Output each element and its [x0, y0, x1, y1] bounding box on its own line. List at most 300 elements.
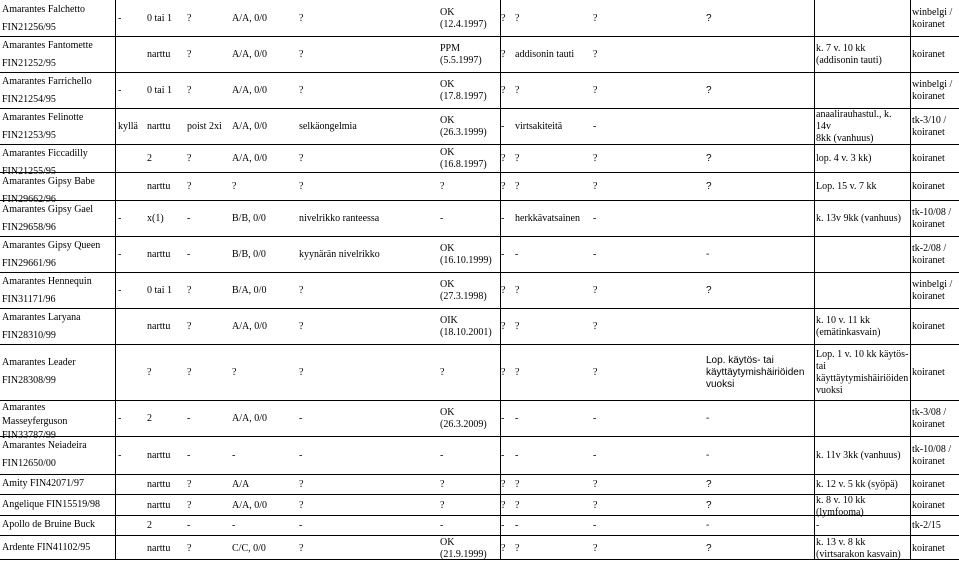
- cell-line: C/C, 0/0: [232, 542, 266, 554]
- cell-line: narttu: [147, 321, 171, 332]
- cell-c3: [187, 121, 222, 133]
- cell-line: ?: [187, 181, 192, 192]
- cell-line: k. 12 v. 5 kk (syöpä): [816, 479, 898, 490]
- cell-line: -: [501, 450, 505, 461]
- cell-c5: [299, 321, 303, 333]
- cell-line: narttu: [147, 542, 171, 554]
- cell-line: -: [501, 249, 505, 260]
- dog-name-line: Ardente FIN41102/95: [2, 541, 91, 553]
- cell-c9: [593, 213, 596, 225]
- cell-line: winbelgi /: [912, 279, 953, 290]
- cell-c4: [232, 213, 266, 225]
- dog-name-line: Masseyferguson: [2, 416, 68, 427]
- cell-c6: [440, 500, 444, 512]
- dog-name-line: Amarantes: [2, 402, 46, 413]
- cell-c2: [147, 520, 152, 532]
- dog-name-line: Amarantes Hennequin: [2, 276, 92, 287]
- cell-c11: [816, 315, 880, 339]
- cell-c1: [118, 85, 121, 97]
- cell-line: herkkävatsainen: [515, 213, 580, 224]
- cell-c7: [501, 479, 505, 491]
- cell-c7: [501, 450, 504, 462]
- cell-line: -: [706, 520, 710, 531]
- cell-line: koiranet: [912, 291, 945, 302]
- cell-line: ?: [501, 85, 506, 96]
- cell-c10: [706, 249, 709, 261]
- cell-c6: [440, 213, 443, 225]
- cell-c3: [187, 13, 191, 25]
- dog-name-line: FIN21255/95: [2, 166, 56, 177]
- cell-line: koiranet: [912, 91, 945, 102]
- cell-c12: [912, 181, 945, 193]
- cell-line: ?: [501, 499, 506, 511]
- cell-c7: [501, 520, 504, 532]
- column-divider: [115, 0, 116, 560]
- cell-line: (26.3.2009): [440, 419, 487, 430]
- cell-line: OK: [440, 79, 455, 90]
- cell-line: ?: [515, 479, 520, 490]
- cell-line: 8kk (vanhuus): [816, 133, 874, 144]
- cell-c7: [501, 181, 505, 193]
- cell-line: koiranet: [912, 321, 945, 332]
- cell-line: tk-10/08 /: [912, 444, 952, 455]
- cell-c8: [515, 285, 519, 297]
- cell-c9: [593, 153, 597, 165]
- cell-line: -: [118, 413, 122, 424]
- cell-c5: [299, 121, 357, 133]
- cell-line: -: [232, 520, 236, 531]
- cell-line: -: [232, 450, 236, 461]
- dog-name-line: Amarantes Ficcadilly: [2, 148, 88, 159]
- dog-name-line: Angelique FIN15519/98: [2, 498, 101, 510]
- cell-c2: [147, 500, 170, 512]
- cell-line: k. 13 v. 8 kk: [816, 536, 866, 548]
- cell-line: Lop. 1 v. 10 kk käytös-: [816, 349, 909, 360]
- cell-c9: [593, 367, 597, 379]
- cell-c11: [816, 43, 882, 67]
- cell-c6: [440, 479, 444, 491]
- cell-line: ?: [515, 321, 520, 332]
- row-divider: [0, 344, 959, 345]
- cell-line: A/A: [232, 479, 250, 490]
- cell-c11: [816, 153, 871, 165]
- cell-c3: [187, 479, 191, 491]
- cell-c2: [147, 543, 170, 555]
- cell-c10: [706, 13, 712, 25]
- cell-line: koiranet: [912, 255, 945, 266]
- cell-c3: [187, 321, 191, 333]
- cell-line: vuoksi: [706, 379, 735, 390]
- cell-c4: [232, 543, 266, 555]
- dog-name-line: Amarantes Gipsy Queen: [2, 240, 101, 251]
- cell-line: ?: [515, 542, 520, 554]
- cell-c3: [187, 367, 191, 379]
- row-divider: [0, 308, 959, 309]
- cell-line: tk-3/08 /: [912, 407, 947, 418]
- cell-c8: [515, 213, 580, 225]
- cell-c4: [232, 500, 267, 512]
- cell-line: ?: [706, 542, 712, 554]
- cell-c2: [147, 367, 151, 379]
- dog-name-line: Amarantes Farrichello: [2, 76, 92, 87]
- cell-line: ?: [299, 181, 304, 192]
- cell-line: ?: [147, 367, 152, 378]
- cell-line: -: [501, 213, 505, 224]
- cell-line: ?: [299, 367, 304, 378]
- cell-line: ?: [440, 181, 445, 192]
- cell-c12: [912, 407, 946, 431]
- cell-line: ?: [440, 479, 445, 490]
- cell-line: vuoksi: [816, 385, 843, 396]
- cell-line: kyllä: [118, 121, 138, 132]
- cell-line: OK: [440, 279, 455, 290]
- cell-c11: [816, 181, 876, 193]
- cell-line: nivelrikko ranteessa: [299, 213, 380, 224]
- cell-line: -: [593, 121, 597, 132]
- cell-line: 2: [147, 153, 152, 164]
- cell-line: 0 tai 1: [147, 13, 172, 24]
- cell-line: ?: [187, 321, 192, 332]
- cell-line: ?: [440, 367, 445, 378]
- cell-line: OK: [440, 7, 455, 18]
- cell-c6: [440, 79, 487, 103]
- dog-name-line: Amarantes Leader: [2, 357, 76, 368]
- cell-line: ?: [299, 499, 304, 511]
- cell-line: B/B, 0/0: [232, 213, 266, 224]
- row-divider: [0, 436, 959, 437]
- cell-line: ?: [187, 542, 192, 554]
- dog-name-line: Amarantes Falchetto: [2, 4, 86, 15]
- cell-c5: [299, 181, 303, 193]
- cell-c3: [187, 500, 191, 512]
- cell-line: ?: [593, 85, 598, 96]
- row-divider: [0, 172, 959, 173]
- cell-line: ?: [299, 479, 304, 490]
- cell-c1: [118, 285, 121, 297]
- cell-line: A/A, 0/0: [232, 321, 267, 332]
- cell-c6: [440, 367, 444, 379]
- cell-c12: [912, 520, 941, 532]
- dog-name-line: FIN28310/99: [2, 330, 56, 341]
- cell-c12: [912, 49, 945, 61]
- cell-line: ?: [299, 85, 304, 96]
- cell-line: -: [706, 450, 710, 461]
- cell-line: kyynärän nivelrikko: [299, 249, 380, 260]
- cell-c12: [912, 7, 952, 31]
- cell-c1: [118, 213, 121, 225]
- cell-line: poist 2xi: [187, 121, 222, 132]
- cell-line: B/A, 0/0: [232, 285, 267, 296]
- cell-line: ?: [593, 13, 598, 24]
- cell-c7: [501, 413, 504, 425]
- cell-c10: [706, 500, 712, 512]
- cell-line: -: [501, 520, 505, 531]
- cell-line: ?: [187, 85, 192, 96]
- cell-c5: [299, 500, 303, 512]
- cell-c8: [515, 249, 518, 261]
- cell-line: A/A, 0/0: [232, 153, 267, 164]
- cell-line: ?: [299, 542, 304, 554]
- cell-c6: [440, 147, 487, 171]
- cell-line: A/A, 0/0: [232, 49, 267, 60]
- cell-line: (5.5.1997): [440, 55, 482, 66]
- dog-name-line: FIN12650/00: [2, 458, 56, 469]
- cell-line: ?: [187, 499, 192, 511]
- cell-line: -: [118, 13, 122, 24]
- cell-c6: [440, 43, 482, 67]
- cell-line: ?: [593, 321, 598, 332]
- row-divider: [0, 236, 959, 237]
- cell-line: ?: [187, 367, 192, 378]
- cell-c8: [515, 85, 519, 97]
- cell-line: Lop. 15 v. 7 kk: [816, 181, 877, 192]
- dog-name-cell: [2, 237, 100, 273]
- row-divider: [0, 72, 959, 73]
- cell-line: ?: [515, 85, 520, 96]
- cell-c6: [440, 243, 492, 267]
- cell-line: -: [118, 85, 122, 96]
- cell-c12: [912, 479, 945, 491]
- cell-c12: [912, 207, 951, 231]
- cell-line: -: [816, 520, 820, 531]
- cell-line: ?: [501, 479, 506, 490]
- cell-c5: [299, 367, 303, 379]
- cell-c2: [147, 49, 170, 61]
- cell-c10: [706, 153, 712, 165]
- cell-line: ?: [501, 49, 506, 60]
- cell-line: ?: [187, 13, 192, 24]
- cell-c5: [299, 249, 380, 261]
- cell-line: narttu: [147, 499, 171, 511]
- cell-c7: [501, 285, 505, 297]
- cell-line: ?: [593, 181, 598, 192]
- cell-c2: [147, 321, 170, 333]
- dog-name-line: Amarantes Laryana: [2, 312, 81, 323]
- cell-line: -: [501, 121, 505, 132]
- cell-line: -: [593, 520, 597, 531]
- cell-c2: [147, 213, 164, 225]
- cell-line: ?: [515, 13, 520, 24]
- cell-line: koiranet: [912, 153, 945, 164]
- cell-line: (16.10.1999): [440, 255, 492, 266]
- cell-line: ?: [706, 153, 712, 164]
- cell-c5: [299, 520, 302, 532]
- dog-name-line: FIN29658/96: [2, 222, 56, 233]
- cell-line: -: [706, 249, 710, 260]
- cell-c9: [593, 285, 597, 297]
- cell-line: ?: [706, 285, 712, 296]
- cell-line: narttu: [147, 450, 171, 461]
- cell-c4: [232, 479, 249, 491]
- dog-name-line: Amarantes Fantomette: [2, 40, 93, 51]
- cell-c11: [816, 537, 901, 561]
- cell-c9: [593, 49, 597, 61]
- cell-line: -: [501, 413, 505, 424]
- cell-c1: [118, 249, 121, 261]
- cell-c10: [706, 479, 712, 491]
- cell-line: addisonin tauti: [515, 49, 575, 60]
- cell-line: koiranet: [912, 499, 945, 511]
- cell-line: koiranet: [912, 49, 945, 60]
- cell-c1: [118, 13, 121, 25]
- cell-c4: [232, 153, 267, 165]
- cell-line: -: [187, 520, 191, 531]
- cell-c8: [515, 543, 519, 555]
- cell-c2: [147, 285, 172, 297]
- cell-line: k. 13v 9kk (vanhuus): [816, 213, 901, 224]
- cell-line: ?: [593, 153, 598, 164]
- cell-line: -: [118, 450, 122, 461]
- cell-c2: [147, 153, 152, 165]
- cell-c9: [593, 121, 596, 133]
- dog-name-cell: [2, 201, 93, 237]
- cell-line: (virtsarakon kasvain): [816, 548, 901, 560]
- cell-line: ?: [187, 285, 192, 296]
- cell-line: koiranet: [912, 542, 945, 554]
- cell-c2: [147, 413, 152, 425]
- cell-line: x(1): [147, 213, 164, 224]
- dog-name-cell: [2, 539, 90, 557]
- dog-name-line: Amarantes Neiadeira: [2, 440, 87, 451]
- cell-c5: [299, 479, 303, 491]
- cell-c10: [706, 543, 712, 555]
- cell-c12: [912, 153, 945, 165]
- dog-name-cell: [2, 354, 76, 390]
- cell-line: ?: [593, 479, 598, 490]
- cell-c8: [515, 479, 519, 491]
- dog-name-line: Amity FIN42071/97: [2, 478, 84, 489]
- cell-line: A/A, 0/0: [232, 13, 267, 24]
- cell-line: 0 tai 1: [147, 285, 172, 296]
- cell-c3: [187, 285, 191, 297]
- cell-c12: [912, 115, 946, 139]
- cell-line: OK: [440, 243, 455, 254]
- cell-line: ?: [232, 367, 237, 378]
- dog-name-line: Amarantes Felinotte: [2, 112, 84, 123]
- cell-line: ?: [299, 13, 304, 24]
- cell-c2: [147, 249, 170, 261]
- dog-name-line: FIN21256/95: [2, 22, 56, 33]
- cell-line: OK: [440, 115, 455, 126]
- dog-name-line: FIN21253/95: [2, 130, 56, 141]
- dog-name-line: FIN21252/95: [2, 58, 56, 69]
- cell-c11: [816, 520, 819, 532]
- cell-line: Lop. käytös- tai: [706, 355, 774, 366]
- cell-line: OK: [440, 407, 455, 418]
- cell-line: PPM: [440, 43, 461, 54]
- cell-line: k. 10 v. 11 kk: [816, 315, 870, 326]
- cell-c5: [299, 49, 303, 61]
- dog-name-line: Amarantes Gipsy Gael: [2, 204, 94, 215]
- cell-line: anaalirauhastul., k.: [816, 109, 892, 120]
- cell-line: koiranet: [912, 367, 945, 378]
- cell-line: -: [299, 520, 303, 531]
- cell-c10: [706, 181, 712, 193]
- cell-line: -: [187, 413, 191, 424]
- cell-line: ?: [501, 321, 506, 332]
- cell-c7: [501, 249, 504, 261]
- row-divider: [0, 200, 959, 201]
- cell-line: narttu: [147, 49, 171, 60]
- cell-line: virtsakiteitä: [515, 121, 563, 132]
- cell-c11: [816, 349, 908, 397]
- cell-line: ?: [501, 153, 506, 164]
- column-divider: [814, 0, 815, 560]
- cell-c9: [593, 13, 597, 25]
- dog-name-cell: [2, 1, 85, 37]
- cell-line: koiranet: [912, 181, 945, 192]
- cell-c6: [440, 315, 492, 339]
- cell-line: -: [187, 213, 191, 224]
- cell-c2: [147, 85, 172, 97]
- cell-c10: [706, 85, 712, 97]
- cell-c8: [515, 500, 519, 512]
- cell-line: ?: [706, 13, 712, 24]
- dog-name-cell: [2, 309, 81, 345]
- cell-line: narttu: [147, 249, 171, 260]
- cell-line: ?: [706, 499, 712, 511]
- cell-c5: [299, 213, 379, 225]
- cell-c10: [706, 355, 804, 391]
- cell-line: (18.10.2001): [440, 327, 492, 338]
- cell-c3: [187, 413, 190, 425]
- dog-name-cell: [2, 496, 100, 514]
- cell-line: (12.4.1997): [440, 19, 487, 30]
- row-divider: [0, 272, 959, 273]
- cell-line: ?: [299, 321, 304, 332]
- cell-line: ?: [187, 49, 192, 60]
- cell-line: winbelgi /: [912, 7, 953, 18]
- cell-c3: [187, 520, 190, 532]
- cell-line: 2: [147, 520, 152, 531]
- cell-c11: [816, 450, 901, 462]
- cell-c7: [501, 367, 505, 379]
- cell-line: OIK: [440, 315, 458, 326]
- cell-c11: [816, 109, 892, 145]
- cell-c8: [515, 367, 519, 379]
- cell-line: ?: [593, 542, 598, 554]
- cell-c3: [187, 181, 191, 193]
- cell-c9: [593, 543, 597, 555]
- cell-c12: [912, 367, 945, 379]
- cell-line: koiranet: [912, 456, 945, 467]
- cell-line: selkäongelmia: [299, 121, 357, 132]
- cell-c5: [299, 285, 303, 297]
- cell-line: -: [299, 413, 303, 424]
- cell-line: ?: [299, 285, 304, 296]
- cell-c2: [147, 450, 170, 462]
- cell-line: käyttäytymishäiriöiden: [816, 373, 909, 384]
- cell-c6: [440, 537, 487, 561]
- cell-c8: [515, 321, 519, 333]
- cell-c9: [593, 413, 596, 425]
- cell-line: ?: [706, 181, 712, 192]
- dog-name-line: FIN21254/95: [2, 94, 56, 105]
- cell-c11: [816, 479, 898, 491]
- cell-line: koiranet: [912, 419, 945, 430]
- cell-c12: [912, 444, 951, 468]
- cell-c8: [515, 153, 519, 165]
- cell-c5: [299, 450, 302, 462]
- cell-c7: [501, 85, 505, 97]
- cell-c6: [440, 279, 487, 303]
- cell-c12: [912, 543, 945, 555]
- cell-c9: [593, 321, 597, 333]
- cell-line: (21.9.1999): [440, 548, 487, 560]
- cell-line: -: [515, 249, 519, 260]
- cell-c8: [515, 13, 519, 25]
- cell-line: (26.3.1999): [440, 127, 487, 138]
